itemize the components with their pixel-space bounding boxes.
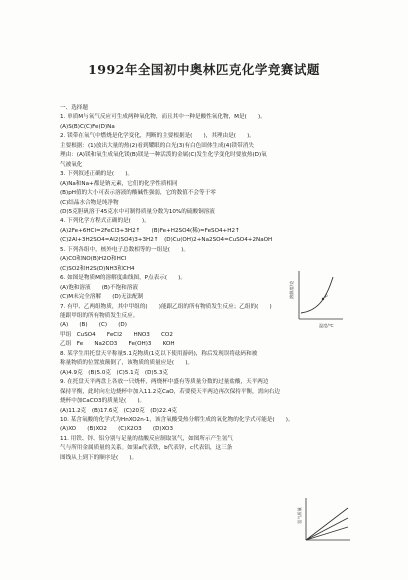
text-line: 一、选择题 xyxy=(60,105,88,111)
text-line: 主要根据：(1)放出大量的热(2)看到耀眼的白光(3)有白色固体生成(4)镁带消失 xyxy=(60,142,254,149)
fig1-point-p xyxy=(322,298,324,300)
text-line: 6. 如图是物质M的溶解度曲线图，P点表示( )。 xyxy=(60,275,186,282)
fig1-x-label: 温度/℃ xyxy=(319,323,334,328)
fig1-solubility-curve xyxy=(301,277,333,313)
text-line: 11. 用铁、锌、铝分别与足量的盐酸反应制取氢气，如图所示产生氢气 xyxy=(60,435,233,442)
text-line: (A)4.9克 (B)5.0克 (C)5.1克 (D)5.3克 xyxy=(60,369,169,376)
text-line: 图线从上到下的顺序是( )。 xyxy=(60,454,138,461)
text-line: 理由：(A)镁和氧生成氧化镁(B)镁是一种活泼的金属(C)发生化学变化时要放热(D)氧 xyxy=(60,152,267,159)
text-line: 甲组 CuSO4 FeCl2 HNO3 CO2 xyxy=(60,331,173,338)
text-line: 烧杯中加CaCO3的质量是( )。 xyxy=(60,398,146,405)
text-line: 气被氧化 xyxy=(60,161,83,168)
text-line: (A)XO (B)XO2 (C)X2O3 (D)XO3 xyxy=(60,426,173,433)
page-title: 1992年全国初中奥林匹克化学竞赛试题 xyxy=(88,62,320,77)
text-line: 能跟甲组的所有物质发生反应。 xyxy=(60,312,139,319)
text-line: (A)CO和NO(B)H2O和HCl xyxy=(60,256,127,263)
text-line: 9. 在托盘天平两盘上各放一只烧杯，两烧杯中盛有等质量分数的过量盐酸，天平两边 xyxy=(60,379,269,386)
text-line: 4. 下列化学方程式正确的是( )。 xyxy=(60,218,150,225)
text-line: (A)饱和溶液 (B)不饱和溶液 xyxy=(60,284,138,291)
text-line: (A)2Fe+6HCl=2FeCl3+3H2↑ (B)Fe+H2SO4(稀)=FeSO4+H2↑ xyxy=(60,227,240,234)
fig1-y-label: 溶解度/克 xyxy=(289,280,294,299)
text-line: (A) (B) (C) (D) xyxy=(60,322,127,329)
text-line: 3. 下列叙述正确的是( )。 xyxy=(60,171,134,178)
text-line: (A)11.2克 (B)17.6克 (C)20克 (D)22.4克 xyxy=(60,407,177,414)
text-line: 气与所用金属质量的关系。如果a代表铁，b代表锌，c代表铝，这三条 xyxy=(60,445,233,452)
text-line: (C)结晶水合物是纯净物 xyxy=(60,199,119,206)
text-line: 7. 有甲、乙两组物质，其中甲组的( )能跟乙组的所有物质发生反应；乙组的( ) xyxy=(60,303,272,310)
text-line: 2. 镁带在氧气中燃烧是化学变化，判断的主要根据是( )，其理由是( )。 xyxy=(60,133,255,140)
text-line: (D)5克胆矾溶于45克水中可制得质量分数为10%的硫酸铜溶液 xyxy=(60,208,215,215)
text-line: 乙组 Fe Na2CO3 Fe(OH)3 KOH xyxy=(60,341,175,348)
fig2-line-top xyxy=(306,508,348,540)
hydrogen-metal-figure xyxy=(298,494,354,546)
fig1-point-label: P xyxy=(325,294,328,299)
text-line: (A)Na和Na+都是钠元素，它们的化学性质相同 xyxy=(60,180,178,187)
text-line: (B)pH值的大小可表示溶液的酸碱性强弱，它的数值不会等于零 xyxy=(60,190,216,197)
text-line: 称量物质的位置放颠倒了，该物质的质量应是( )。 xyxy=(60,360,194,367)
text-line: (C)SO2和H2S(D)NH3和CH4 xyxy=(60,265,135,272)
text-line: 10. 某含氧酸的化学式为HnXO2n-1，该含氧酸受热分解生成的氧化物的化学式可能是( )。 xyxy=(60,416,294,423)
text-line: (C)M未完全溶解 (D)无法配制 xyxy=(60,294,144,301)
text-line: (C)2Al+3H2SO4=Al2(SO4)3+3H2↑ (D)Cu(OH)2+Na2SO4=CuSO4+2NaOH xyxy=(60,237,273,244)
text-line: (A)S(B)C(C)Fe(D)Na xyxy=(60,123,115,130)
fig2-y-label: 氢气质量 xyxy=(297,507,302,524)
text-line: 1. 单质M与氧气反应可生成两种氧化物，而且其中一种是酸性氧化物，M是( )。 xyxy=(60,114,266,121)
text-line: 8. 某学生用托盘天平称量5.1克物质(1克以下使用游码)，称后发现误将砝码和被 xyxy=(60,350,258,357)
solubility-curve-figure xyxy=(289,267,347,329)
text-line: 保持平衡，此时向左边烧杯中加入11.2克CaO，若要使天平两边再次保持平衡，需向右边 xyxy=(60,388,280,395)
text-line: 5. 下列各组中，核外电子总数相等的一组是( )。 xyxy=(60,246,189,253)
